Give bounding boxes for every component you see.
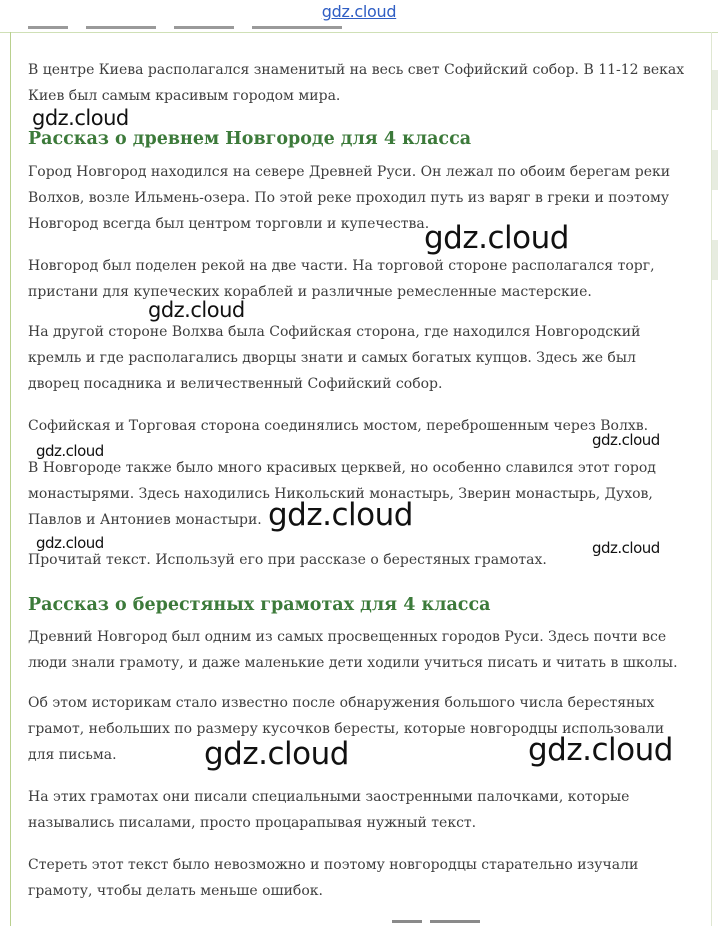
paragraph-novgorod-1: Город Новгород находился на севере Древней Руси. Он лежал по обоим берегам реки Волхов, возле Ильмень-озера. По этой реке проходил путь из варяг в греки и поэтому Новгород всегда был центром торговли и купечества.: [28, 164, 671, 232]
truncated-next-line: [392, 920, 522, 926]
site-brand-link[interactable]: gdz.cloud: [321, 2, 397, 21]
heading-birch-bark: Рассказ о берестяных грамотах для 4 класса: [28, 595, 491, 615]
left-border-rule: [10, 32, 11, 926]
paragraph-birch-4: Стереть этот текст было невозможно и поэтому новгородцы старательно изучали грамоту, чтобы делать меньше ошибок.: [28, 857, 639, 899]
watermark: gdz.cloud: [36, 534, 104, 552]
watermark: gdz.cloud: [36, 442, 104, 460]
truncated-previous-line: [28, 26, 388, 36]
side-tab: [712, 150, 718, 190]
paragraph-birch-3: На этих грамотах они писали специальными заостренными палочками, которые назывались писалами, просто процарапывая нужный текст.: [28, 789, 630, 831]
task-instruction: Прочитай текст. Используй его при рассказе о берестяных грамотах.: [28, 552, 547, 568]
paragraph-birch-1: Древний Новгород был одним из самых просвещенных городов Руси. Здесь почти все люди знали грамоту, и даже маленькие дети ходили учиться писать и читать в школы.: [28, 629, 678, 671]
side-tab: [712, 240, 718, 280]
watermark: gdz.cloud: [148, 298, 245, 322]
paragraph-novgorod-2: Новгород был поделен рекой на две части. На торговой стороне располагался торг, пристани для купеческих кораблей и различные ремесленные мастерские.: [28, 258, 655, 300]
watermark: gdz.cloud: [592, 431, 660, 449]
watermark: gdz.cloud: [32, 106, 129, 130]
side-tab: [712, 70, 718, 110]
watermark: gdz.cloud: [268, 497, 413, 533]
watermark: gdz.cloud: [592, 539, 660, 557]
heading-novgorod: Рассказ о древнем Новгороде для 4 класса: [28, 129, 472, 149]
paragraph-kiev: В центре Киева располагался знаменитый на весь свет Софийский собор. В 11-12 веках Киев был самым красивым городом мира.: [28, 62, 685, 104]
paragraph-novgorod-5: В Новгороде также было много красивых церквей, но особенно славился этот город монастырями. Здесь находились Никольский монастырь, Зверин монастырь, Духов, Павлов и Антониев монастыри.: [28, 460, 656, 528]
paragraph-birch-2: Об этом историкам стало известно после обнаружения большого числа берестяных грамот, небольших по размеру кусочков бересты, которые новгородцы использовали для письма.: [28, 695, 665, 763]
watermark: gdz.cloud: [528, 732, 673, 768]
watermark: gdz.cloud: [204, 736, 349, 772]
paragraph-novgorod-3: На другой стороне Волхва была Софийская сторона, где находился Новгородский кремль и где располагались дворцы знати и самых богатых купцов. Здесь же был дворец посадника и величественный Софийский собор.: [28, 324, 641, 392]
paragraph-novgorod-4: Софийская и Торговая сторона соединялись мостом, переброшенным через Волхв.: [28, 418, 649, 434]
watermark: gdz.cloud: [424, 220, 569, 256]
